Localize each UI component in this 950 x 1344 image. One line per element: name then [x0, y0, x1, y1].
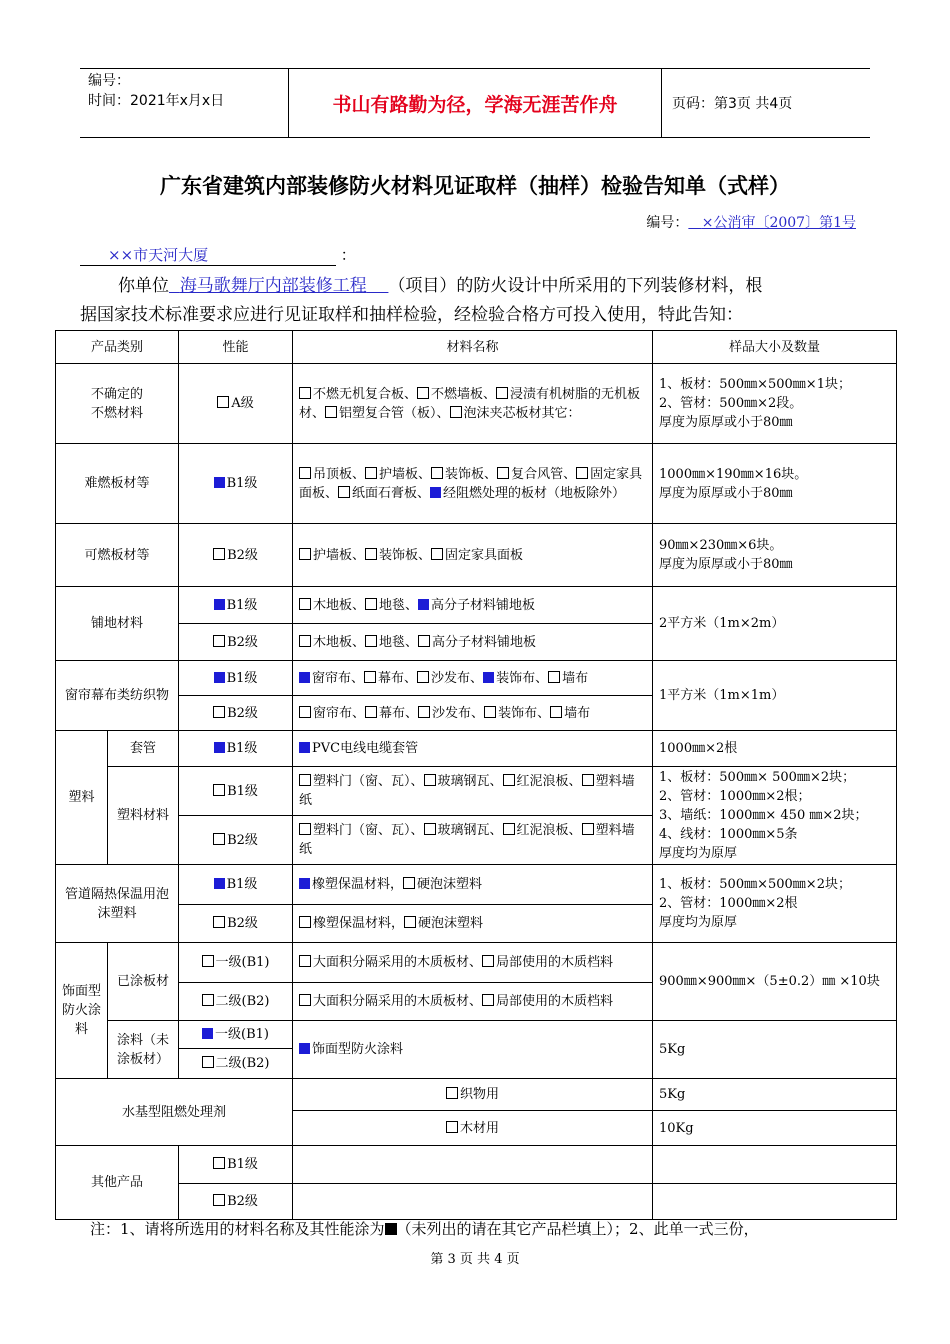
checkbox-empty[interactable]	[503, 774, 515, 786]
checkbox-empty[interactable]	[424, 774, 436, 786]
sample-cell	[653, 1184, 897, 1220]
sample-cell	[653, 1146, 897, 1184]
category-cell: 可燃板材等	[56, 524, 179, 587]
sample-cell: 1、板材：500㎜×500㎜×1块； 2、管材：500㎜×2段。 厚度为原厚或小于80㎜	[653, 364, 897, 444]
checkbox-empty[interactable]	[213, 548, 225, 560]
sample-cell: 1、板材：500㎜× 500㎜×2块； 2、管材：1000㎜×2根； 3、墙纸：1000㎜× 450 ㎜×2块； 4、线材：1000㎜×5条 厚度均为原厚	[653, 767, 897, 865]
addressee	[80, 244, 356, 266]
performance-cell: B1级	[179, 587, 293, 624]
checkbox-empty[interactable]	[338, 486, 350, 498]
checkbox-empty[interactable]	[550, 706, 562, 718]
performance-cell: 一级(B1)	[179, 1021, 293, 1049]
sample-cell: 1平方米（1m×1m）	[653, 661, 897, 731]
table-row	[56, 767, 897, 816]
checkbox-empty[interactable]	[582, 774, 594, 786]
header-motto: 书山有路勤为径，学海无涯苦作舟	[289, 69, 662, 137]
checkbox-filled[interactable]	[299, 672, 310, 683]
checkbox-empty[interactable]	[299, 916, 311, 928]
category-cell: 其他产品	[56, 1146, 179, 1220]
checkbox-empty[interactable]	[424, 823, 436, 835]
checkbox-filled[interactable]	[214, 599, 225, 610]
material-cell: 木地板、 地毯、 高分子材料铺地板	[293, 624, 653, 661]
checkbox-empty[interactable]	[482, 994, 494, 1006]
checkbox-empty[interactable]	[496, 387, 508, 399]
table-row	[56, 524, 897, 587]
checkbox-empty[interactable]	[299, 548, 311, 560]
table-row	[56, 1021, 897, 1049]
checkbox-filled[interactable]	[299, 742, 310, 753]
material-cell: 塑料门（窗、瓦）、 玻璃钢瓦、 红泥浪板、 塑料墙纸	[293, 816, 653, 865]
page-header	[80, 68, 870, 138]
category-cell: 水基型阻燃处理剂	[56, 1079, 293, 1146]
subcategory-cell: 套管	[108, 731, 179, 767]
checkbox-filled[interactable]	[214, 672, 225, 683]
intro-paragraph	[80, 272, 870, 330]
sample-cell: 5Kg	[653, 1021, 897, 1079]
performance-cell: B2级	[179, 624, 293, 661]
performance-cell: B1级	[179, 1146, 293, 1184]
checkbox-empty[interactable]	[365, 598, 377, 610]
checkbox-filled[interactable]	[299, 878, 310, 889]
category-cell: 塑料	[56, 731, 108, 865]
note-suffix: （未列出的请在其它产品栏填上）；2、此单一式三份，	[396, 1220, 759, 1238]
material-cell: 护墙板、 装饰板、 固定家具面板	[293, 524, 653, 587]
note-prefix: 注：1、请将所选用的材料名称及其性能涂为	[90, 1220, 385, 1238]
performance-cell: B1级	[179, 661, 293, 696]
sample-cell: 1、板材：500㎜×500㎜×2块； 2、管材：1000㎜×2根 厚度均为原厚	[653, 865, 897, 943]
table-row	[56, 1146, 897, 1184]
doc-number	[646, 212, 856, 232]
checkbox-empty[interactable]	[365, 548, 377, 560]
table-header-row	[56, 331, 897, 364]
materials-table	[55, 330, 897, 1220]
table-row	[56, 731, 897, 767]
performance-cell: B1级	[179, 865, 293, 905]
checkbox-empty[interactable]	[365, 467, 377, 479]
checkbox-empty[interactable]	[503, 823, 515, 835]
header-code: 编号：	[88, 73, 130, 89]
checkbox-empty[interactable]	[325, 406, 337, 418]
checkbox-empty[interactable]	[213, 706, 225, 718]
material-cell: 大面积分隔采用的木质板材、 局部使用的木质档料	[293, 983, 653, 1021]
performance-cell: B2级	[179, 524, 293, 587]
material-cell: 窗帘布、 幕布、 沙发布、 装饰布、 墙布	[293, 661, 653, 696]
sample-cell: 2平方米（1m×2m）	[653, 587, 897, 661]
checkbox-empty[interactable]	[446, 1087, 458, 1099]
category-cell: 难燃板材等	[56, 444, 179, 524]
checkbox-empty[interactable]	[213, 784, 225, 796]
performance-cell: 二级(B2)	[179, 983, 293, 1021]
document-title: 广东省建筑内部装修防火材料见证取样（抽样）检验告知单（式样）	[160, 174, 790, 198]
checkbox-filled[interactable]	[483, 672, 494, 683]
performance-cell: B2级	[179, 1184, 293, 1220]
checkbox-empty[interactable]	[213, 1194, 225, 1206]
checkbox-empty[interactable]	[417, 671, 429, 683]
checkbox-empty[interactable]	[202, 955, 214, 967]
performance-cell: B2级	[179, 696, 293, 731]
material-cell: 饰面型防火涂料	[293, 1021, 653, 1079]
checkbox-filled[interactable]	[214, 878, 225, 889]
header-sample: 样品大小及数量	[653, 331, 897, 364]
material-cell: 窗帘布、 幕布、 沙发布、 装饰布、 墙布	[293, 696, 653, 731]
checkbox-empty[interactable]	[404, 916, 416, 928]
performance-cell: B2级	[179, 905, 293, 943]
performance-cell: B1级	[179, 444, 293, 524]
page-footer: 第 3 页 共 4 页	[430, 1252, 520, 1267]
header-date: 时间：2021年x月x日	[88, 93, 225, 109]
material-cell: 织物用	[293, 1079, 653, 1111]
checkbox-empty[interactable]	[299, 635, 311, 647]
performance-cell: B1级	[179, 767, 293, 816]
checkbox-empty[interactable]	[450, 406, 462, 418]
performance-cell: 二级(B2)	[179, 1049, 293, 1079]
material-cell: 塑料门（窗、瓦）、 玻璃钢瓦、 红泥浪板、 塑料墙纸	[293, 767, 653, 816]
checkbox-empty[interactable]	[364, 671, 376, 683]
checkbox-empty[interactable]	[403, 877, 415, 889]
checkbox-empty[interactable]	[213, 1157, 225, 1169]
performance-cell: A级	[179, 364, 293, 444]
checkbox-empty[interactable]	[299, 774, 311, 786]
checkbox-empty[interactable]	[418, 706, 430, 718]
checkbox-empty[interactable]	[482, 955, 494, 967]
table-row	[56, 587, 897, 624]
checkbox-empty[interactable]	[213, 916, 225, 928]
header-page: 页码：第3页 共4页	[672, 96, 793, 112]
doc-number-label: 编号：	[646, 215, 689, 231]
table-row	[56, 865, 897, 905]
material-cell	[293, 1184, 653, 1220]
category-cell: 铺地材料	[56, 587, 179, 661]
intro-project: 海马歌舞厅内部装修工程	[179, 276, 367, 296]
checkbox-filled[interactable]	[418, 599, 429, 610]
category-cell: 管道隔热保温用泡沫塑料	[56, 865, 179, 943]
table-row	[56, 1184, 897, 1220]
subcategory-cell: 塑料材料	[108, 767, 179, 865]
sample-cell: 5Kg	[653, 1079, 897, 1111]
intro-prefix: 你单位	[118, 276, 169, 296]
material-cell: 木地板、 地毯、 高分子材料铺地板	[293, 587, 653, 624]
checkbox-filled[interactable]	[299, 1043, 310, 1054]
header-meta	[80, 69, 289, 137]
performance-cell: 一级(B1)	[179, 943, 293, 983]
addressee-suffix: ：	[340, 246, 356, 264]
checkbox-empty[interactable]	[202, 1056, 214, 1068]
material-cell: 木材用	[293, 1111, 653, 1146]
performance-cell: B1级	[179, 731, 293, 767]
category-cell: 窗帘幕布类纺织物	[56, 661, 179, 731]
doc-number-value: ×公消审〔2007〕第1号	[701, 215, 856, 231]
checkbox-filled[interactable]	[214, 742, 225, 753]
checkbox-empty[interactable]	[299, 823, 311, 835]
checkbox-empty[interactable]	[299, 467, 311, 479]
header-category: 产品类别	[56, 331, 179, 364]
sample-cell: 1000㎜×2根	[653, 731, 897, 767]
header-material: 材料名称	[293, 331, 653, 364]
checkbox-empty[interactable]	[217, 396, 229, 408]
category-cell: 不确定的 不燃材料	[56, 364, 179, 444]
sample-cell: 10Kg	[653, 1111, 897, 1146]
sample-cell: 900㎜×900㎜×（5±0.2）㎜ ×10块	[653, 943, 897, 1021]
checkbox-empty[interactable]	[299, 706, 311, 718]
category-cell: 饰面型防火涂料	[56, 943, 108, 1079]
table-row	[56, 943, 897, 983]
checkbox-empty[interactable]	[365, 635, 377, 647]
checkbox-empty[interactable]	[299, 598, 311, 610]
material-cell: 橡塑保温材料， 硬泡沫塑料	[293, 905, 653, 943]
checkbox-empty[interactable]	[431, 467, 443, 479]
table-row	[56, 444, 897, 524]
intro-line2: 据国家技术标准要求应进行见证取样和抽样检验，经检验合格方可投入使用，特此告知：	[80, 305, 743, 325]
checkbox-empty[interactable]	[213, 833, 225, 845]
material-cell: 不燃无机复合板、 不燃墙板、 浸渍有机树脂的无机板材、 铝塑复合管（板）、 泡沫夹芯板材其它：	[293, 364, 653, 444]
checkbox-empty[interactable]	[299, 955, 311, 967]
table-row	[56, 661, 897, 696]
sample-cell: 90㎜×230㎜×6块。 厚度为原厚或小于80㎜	[653, 524, 897, 587]
checkbox-empty[interactable]	[202, 994, 214, 1006]
checkbox-empty[interactable]	[484, 706, 496, 718]
checkbox-empty[interactable]	[548, 671, 560, 683]
material-cell: 大面积分隔采用的木质板材、 局部使用的木质档料	[293, 943, 653, 983]
checkbox-empty[interactable]	[213, 635, 225, 647]
checkbox-filled[interactable]	[202, 1028, 213, 1039]
subcategory-cell: 涂料（未涂板材）	[108, 1021, 179, 1079]
material-cell: PVC电线电缆套管	[293, 731, 653, 767]
checkbox-empty[interactable]	[299, 387, 311, 399]
intro-line1: （项目）的防火设计中所采用的下列装修材料，根	[388, 276, 763, 296]
subcategory-cell: 已涂板材	[108, 943, 179, 1021]
checkbox-empty[interactable]	[417, 387, 429, 399]
header-performance: 性能	[179, 331, 293, 364]
footnote	[90, 1218, 759, 1239]
checkbox-empty[interactable]	[365, 706, 377, 718]
filled-square-icon	[385, 1223, 397, 1235]
checkbox-empty[interactable]	[418, 635, 430, 647]
checkbox-filled[interactable]	[214, 477, 225, 488]
performance-cell: B2级	[179, 816, 293, 865]
material-cell	[293, 1146, 653, 1184]
checkbox-filled[interactable]	[430, 487, 441, 498]
table-row	[56, 364, 897, 444]
checkbox-empty[interactable]	[446, 1121, 458, 1133]
checkbox-empty[interactable]	[576, 467, 588, 479]
sample-cell: 1000㎜×190㎜×16块。 厚度为原厚或小于80㎜	[653, 444, 897, 524]
checkbox-empty[interactable]	[299, 994, 311, 1006]
checkbox-empty[interactable]	[582, 823, 594, 835]
addressee-name: ××市天河大厦	[80, 244, 336, 266]
material-cell: 吊顶板、 护墙板、 装饰板、 复合风管、 固定家具面板、 纸面石膏板、 经阻燃处理的板材（地板除外）	[293, 444, 653, 524]
material-cell: 橡塑保温材料， 硬泡沫塑料	[293, 865, 653, 905]
checkbox-empty[interactable]	[431, 548, 443, 560]
checkbox-empty[interactable]	[497, 467, 509, 479]
table-row	[56, 1079, 897, 1111]
